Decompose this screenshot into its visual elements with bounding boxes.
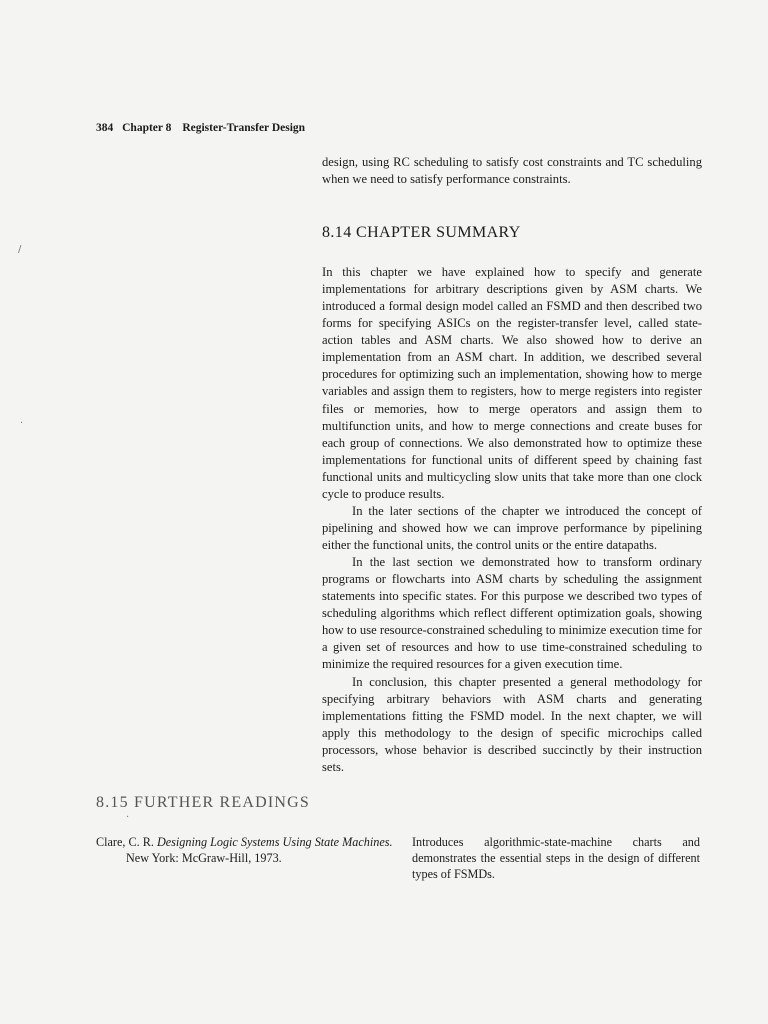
summary-paragraph: In the last section we demonstrated how to transform ordinary programs or flowcharts into ASM charts by scheduling the assignment statements into specific states. For this purpose we described two types of scheduling algorithms which reflect different optimization goals, showing how to use resource-constrained scheduling to minimize execution time for a given set of resources and how to use time-constrained scheduling to minimize the required resources for a given execution time. bbox=[322, 555, 702, 672]
reference-author: Clare, C. R. bbox=[96, 835, 154, 849]
summary-paragraph: In this chapter we have explained how to specify and generate implementations for arbitrary descriptions given by ASM charts. We introduced a formal design model called an FSMD and then described two forms for specifying ASICs on the register-transfer level, called state-action tables and ASM charts. We also showed how to derive an implementation from an ASM chart. In addition, we described several procedures for optimizing such an implementation, showing how to merge variables and assign them to registers, how to merge registers into register files or memories, how to merge operators and assign them to multifunction units, and how to merge connections and create buses for each group of connections. We also demonstrated how to optimize these implementations for functional units of different speed by chaining fast functional units and multicycling slow units that take more than one clock cycle to produce results. bbox=[322, 265, 702, 501]
carryover-paragraph: design, using RC scheduling to satisfy cost constraints and TC scheduling when we need to satisfy performance constraints. bbox=[322, 155, 702, 186]
reference-citation bbox=[96, 834, 396, 866]
scan-speck: / bbox=[18, 244, 22, 255]
reference-annotation: Introduces algorithmic-state-machine charts and demonstrates the essential steps in the design of different types of FSMDs. bbox=[412, 835, 700, 881]
page-number: 384 bbox=[96, 122, 114, 134]
running-header bbox=[96, 122, 305, 134]
scan-speck: · bbox=[20, 418, 24, 429]
summary-body bbox=[322, 264, 702, 776]
summary-paragraph: In conclusion, this chapter presented a general methodology for specifying arbitrary behaviors with ASM charts and generating implementations fitting the FSMD model. In the next chapter, we will apply this methodology to the design of specific microchips called processors, whose behavior is described succinctly by their instruction sets. bbox=[322, 674, 702, 774]
reference-publisher: New York: McGraw-Hill, 1973. bbox=[126, 851, 282, 865]
section-heading-summary: 8.14 CHAPTER SUMMARY bbox=[322, 224, 521, 241]
reference-title: Designing Logic Systems Using State Machines. bbox=[156, 835, 393, 849]
chapter-title: Register-Transfer Design bbox=[182, 122, 306, 134]
scan-speck: · bbox=[126, 812, 130, 823]
section-heading-further-readings: 8.15 FURTHER READINGS bbox=[96, 794, 311, 811]
summary-paragraph: In the later sections of the chapter we introduced the concept of pipelining and showed how we can improve performance by pipelining either the functional units, the control units or the entire datapaths. bbox=[322, 503, 702, 552]
chapter-label: Chapter 8 bbox=[122, 122, 172, 134]
